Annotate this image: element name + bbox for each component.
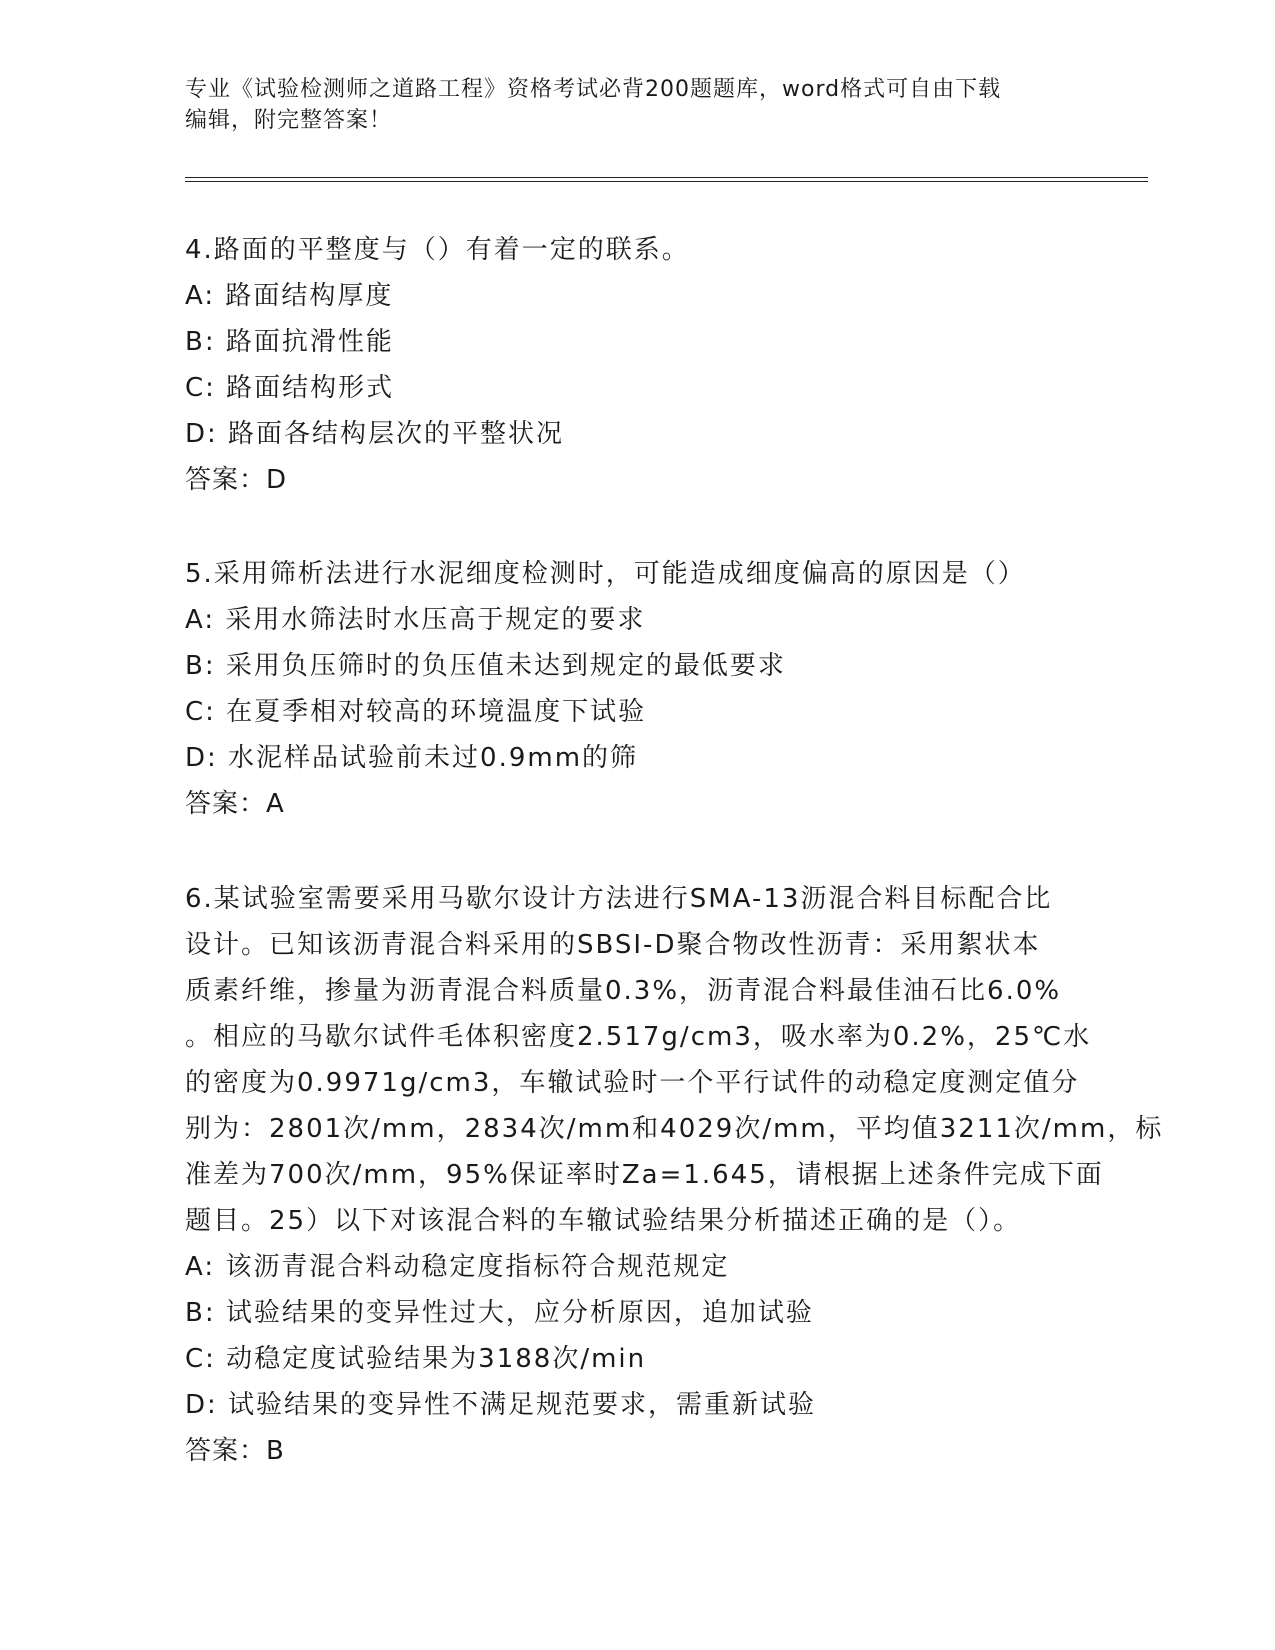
question-stem-line: 题目。25）以下对该混合料的车辙试验结果分析描述正确的是（）。 [185, 1206, 1022, 1236]
option-b: B: 路面抗滑性能 [185, 327, 394, 357]
option-d: D: 试验结果的变异性不满足规范要求，需重新试验 [185, 1390, 817, 1420]
option-c: C: 动稳定度试验结果为3188次/min [185, 1344, 647, 1374]
question-stem-line: 6.某试验室需要采用马歇尔设计方法进行SMA-13沥混合料目标配合比 [185, 884, 1053, 914]
question-stem-line: 别为：2801次/mm，2834次/mm和4029次/mm，平均值3211次/mm，标 [185, 1114, 1164, 1144]
option-b: B: 试验结果的变异性过大，应分析原因，追加试验 [185, 1298, 814, 1328]
header-divider [185, 177, 1148, 178]
option-c: C: 路面结构形式 [185, 373, 395, 403]
question-stem-line: 质素纤维，掺量为沥青混合料质量0.3%，沥青混合料最佳油石比6.0% [185, 976, 1062, 1006]
header-divider [185, 181, 1148, 182]
question-stem-line: 准差为700次/mm，95%保证率时Za=1.645，请根据上述条件完成下面 [185, 1160, 1104, 1190]
option-b: B: 采用负压筛时的负压值未达到规定的最低要求 [185, 651, 786, 681]
question-stem-line: 设计。已知该沥青混合料采用的SBSI-D聚合物改性沥青：采用絮状本 [185, 930, 1041, 960]
header-line: 编辑，附完整答案！ [185, 108, 393, 133]
option-c: C: 在夏季相对较高的环境温度下试验 [185, 697, 647, 727]
question-block [185, 876, 1164, 1474]
question-block [185, 227, 1090, 503]
question-stem: 5.采用筛析法进行水泥细度检测时，可能造成细度偏高的原因是（） [185, 559, 1026, 589]
answer-line: 答案：D [185, 465, 288, 495]
option-d: D: 路面各结构层次的平整状况 [185, 419, 565, 449]
question-stem-line: 。相应的马歇尔试件毛体积密度2.517g/cm3，吸水率为0.2%，25℃水 [185, 1022, 1092, 1052]
option-d: D: 水泥样品试验前未过0.9mm的筛 [185, 743, 639, 773]
header-line: 专业《试验检测师之道路工程》资格考试必背200题题库，word格式可自由下载 [185, 77, 1002, 102]
option-a: A: 路面结构厚度 [185, 281, 394, 311]
question-block [185, 551, 1090, 827]
question-stem-line: 的密度为0.9971g/cm3，车辙试验时一个平行试件的动稳定度测定值分 [185, 1068, 1080, 1098]
answer-line: 答案：B [185, 1436, 285, 1466]
option-a: A: 该沥青混合料动稳定度指标符合规范规定 [185, 1252, 730, 1282]
document-header [185, 74, 1085, 136]
answer-line: 答案：A [185, 789, 285, 819]
question-stem [185, 876, 1164, 1244]
question-stem: 4.路面的平整度与（）有着一定的联系。 [185, 235, 690, 265]
option-a: A: 采用水筛法时水压高于规定的要求 [185, 605, 646, 635]
